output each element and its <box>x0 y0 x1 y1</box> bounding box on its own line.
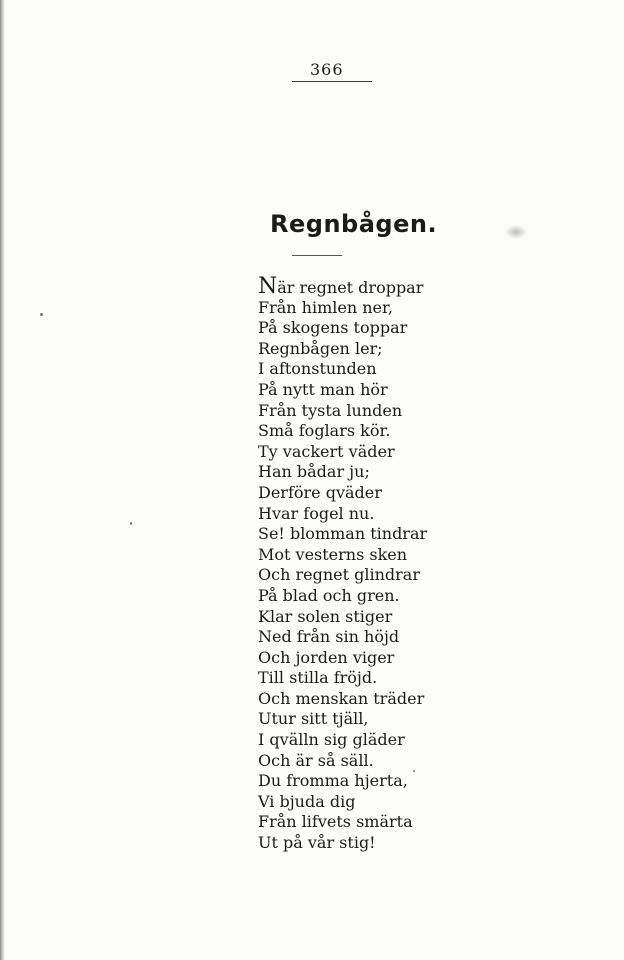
poem-title: Regnbågen. <box>270 210 438 238</box>
poem-line: Du fromma hjerta, <box>258 771 408 791</box>
poem-line: Ned från sin höjd <box>258 627 400 647</box>
poem-line: Från lifvets smärta <box>258 812 413 832</box>
poem-line: Och menskan träder <box>258 688 425 708</box>
ink-speck <box>130 522 132 525</box>
poem-line: På skogens toppar <box>258 318 408 338</box>
ink-speck <box>40 313 43 316</box>
poem-line: På nytt man hör <box>258 379 388 399</box>
poem-line: Små foglars kör. <box>258 421 391 441</box>
page-number: 366 <box>310 60 344 79</box>
poem-line: Från tysta lunden <box>258 400 403 420</box>
poem-body <box>258 274 428 854</box>
poem-line: På blad och gren. <box>258 585 400 605</box>
poem-line: Se! blomman tindrar <box>258 524 428 544</box>
poem-line: Ty vackert väder <box>258 441 395 461</box>
poem-line: Från himlen ner, <box>258 297 393 317</box>
title-rule <box>292 255 342 256</box>
poem-line: Utur sitt tjäll, <box>258 709 369 729</box>
poem-line: Vi bjuda dig <box>258 791 356 811</box>
poem-line: Derföre qväder <box>258 482 382 502</box>
poem-line: När regnet droppar <box>258 274 424 299</box>
poem-line: Mot vesterns sken <box>258 544 408 564</box>
poem-line: Ut på vår stig! <box>258 833 376 853</box>
ink-smudge <box>505 225 527 239</box>
page-number-rule <box>292 81 372 82</box>
poem-line: Och är så säll. <box>258 750 374 770</box>
poem-line: Och regnet glindrar <box>258 565 420 585</box>
poem-line: I aftonstunden <box>258 359 377 379</box>
poem-line: Till stilla fröjd. <box>258 668 378 688</box>
page-edge-shadow <box>0 0 5 960</box>
poem-line: Hvar fogel nu. <box>258 503 375 523</box>
poem-line: Och jorden viger <box>258 647 395 667</box>
poem-line: Regnbågen ler; <box>258 338 383 358</box>
drop-cap: N <box>258 274 278 299</box>
poem-line: I qvälln sig gläder <box>258 730 405 750</box>
poem-line: Klar solen stiger <box>258 606 393 626</box>
poem-line: Han bådar ju; <box>258 462 370 482</box>
